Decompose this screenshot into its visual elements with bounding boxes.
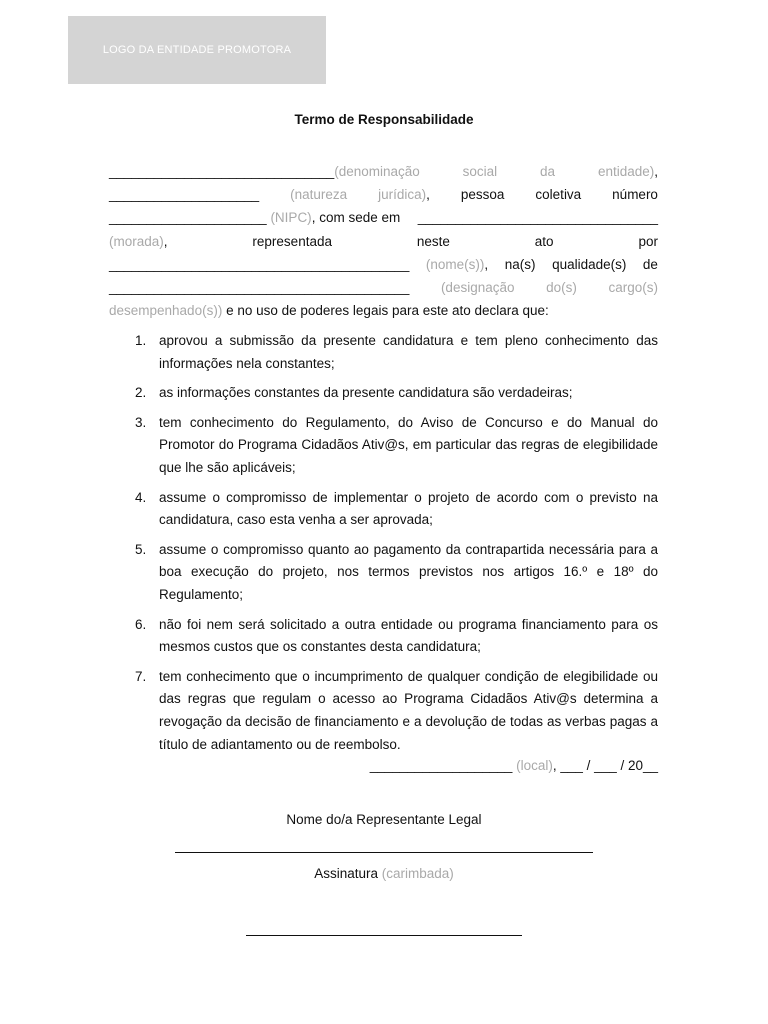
intro-text: na(s)	[504, 256, 536, 272]
blank-position: ________________________________________	[109, 280, 410, 296]
placeholder-text: (NIPC)	[270, 210, 312, 226]
list-item	[109, 487, 658, 532]
placeholder-text: (carimbada)	[381, 866, 454, 881]
placeholder-text: desempenhado(s))	[109, 303, 223, 319]
list-item	[109, 412, 658, 480]
place-date-line	[0, 758, 658, 773]
list-item-number: 7.	[135, 668, 147, 684]
intro-text: coletiva	[535, 187, 582, 203]
intro-text: ,	[426, 187, 430, 203]
document-title: Termo de Responsabilidade	[294, 112, 474, 127]
intro-text: ato	[534, 233, 554, 249]
list-item-number: 2.	[135, 385, 147, 401]
declarations-list	[109, 330, 658, 763]
signature-label	[0, 866, 768, 881]
intro-text: qualidade(s)	[552, 256, 627, 272]
list-item-text: assume o compromisso quanto ao pagamento da contrapartida necessária para a boa execução do projeto, nos termos previstos nos artigos 16.º e 18º do Regulamento;	[159, 541, 658, 602]
logo-placeholder	[68, 16, 326, 84]
logo-text: LOGO DA ENTIDADE PROMOTORA	[102, 44, 292, 56]
list-item-number: 4.	[135, 489, 147, 505]
placeholder-text: (natureza	[290, 187, 348, 203]
signature-line	[246, 935, 522, 936]
placeholder-text: (designação	[440, 280, 515, 296]
placeholder-text: (morada)	[109, 233, 164, 249]
representative-name-label: Nome do/a Representante Legal	[286, 812, 482, 827]
list-item	[109, 614, 658, 659]
blank-names: ________________________________________	[109, 256, 410, 272]
intro-line	[109, 253, 658, 276]
list-item-text: aprovou a submissão da presente candidatura e tem pleno conhecimento das informações nela constantes;	[159, 333, 658, 371]
intro-text: , com sede em	[311, 210, 401, 226]
date-blanks: , ___ / ___ / 20__	[552, 758, 658, 773]
list-item	[109, 382, 658, 405]
list-item-number: 3.	[135, 414, 147, 430]
intro-line	[109, 299, 658, 322]
list-item-number: 5.	[135, 541, 147, 557]
list-item-text: não foi nem será solicitado a outra entidade ou programa financiamento para os mesmos custos que os constantes desta candidatura;	[159, 616, 658, 655]
placeholder-text: do(s)	[546, 280, 577, 296]
list-item	[109, 539, 658, 607]
blank-entity-name: ______________________________	[109, 164, 335, 179]
intro-line	[109, 160, 658, 183]
list-item-text: tem conhecimento do Regulamento, do Aviso de Concurso e do Manual do Promotor do Programa Cidadãos Ativ@s, em particular das regras de elegibilidade que lhe são aplicáveis;	[159, 414, 658, 475]
intro-text: e no uso de poderes legais para este ato declara que:	[222, 303, 549, 319]
list-item-number: 6.	[135, 616, 147, 632]
representative-name-line	[175, 852, 593, 853]
intro-text: número	[612, 187, 658, 203]
list-item-text: tem conhecimento que o incumprimento de qualquer condição de elegibilidade ou das regras que regulam o acesso ao Programa Cidadãos Ativ@s determina a revogação da decisão de financiamento e a devolução de todas as verbas pagas a título de adiantamento ou de reembolso.	[159, 668, 658, 752]
blank-legal-nature: ____________________	[109, 187, 260, 203]
placeholder-text: cargo(s)	[608, 280, 658, 296]
intro-paragraph	[109, 160, 658, 322]
intro-text: neste	[416, 233, 450, 249]
blank-local: ___________________	[369, 758, 517, 773]
intro-text: ,	[484, 256, 489, 272]
list-item	[109, 330, 658, 375]
blank-nipc: _____________________	[109, 210, 267, 226]
intro-text: ,	[163, 233, 168, 249]
intro-text: por	[638, 233, 658, 249]
list-item-text: assume o compromisso de implementar o projeto de acordo com o previsto na candidatura, caso esta venha a ser aprovada;	[159, 489, 658, 528]
intro-text: representada	[252, 233, 332, 249]
blank-address: ________________________________	[417, 210, 658, 226]
placeholder-text: jurídica)	[378, 187, 427, 203]
list-item-number: 1.	[135, 333, 147, 348]
placeholder-text: (local)	[516, 758, 553, 773]
placeholder-text: da	[540, 164, 556, 179]
list-item	[109, 666, 658, 756]
intro-text: de	[642, 256, 658, 272]
list-item-text: as informações constantes da presente candidatura são verdadeiras;	[159, 385, 573, 401]
intro-line	[109, 183, 658, 206]
placeholder-text: social	[462, 164, 498, 179]
placeholder-text: (denominação	[334, 164, 420, 179]
placeholder-text: (nome(s))	[425, 256, 485, 272]
intro-line	[109, 206, 658, 229]
placeholder-text: entidade)	[597, 164, 655, 179]
intro-line	[109, 276, 658, 299]
signature-text: Assinatura	[314, 866, 382, 881]
intro-text: ,	[654, 164, 658, 179]
intro-line	[109, 230, 658, 253]
intro-text: pessoa	[460, 187, 505, 203]
